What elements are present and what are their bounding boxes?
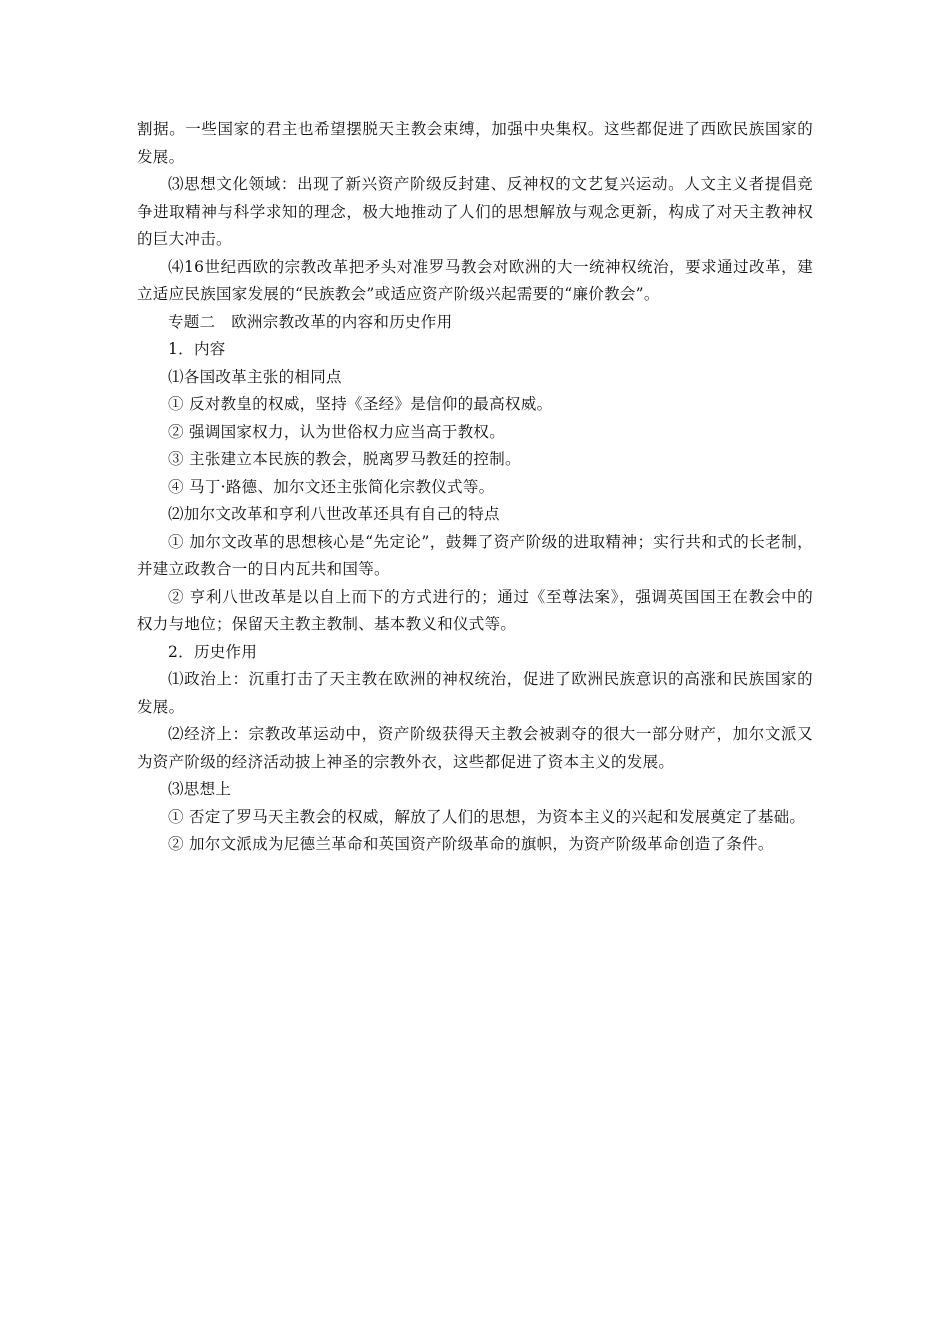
subheading-ideological: ⑶思想上 (168, 780, 232, 798)
list-item: ② 强调国家权力，认为世俗权力应当高于教权。 (168, 422, 506, 441)
paragraph-political: ⑴政治上：沉重打击了天主教在欧洲的神权统治，促进了欧洲民族意识的高涨和民族国家的发展。 (137, 670, 813, 716)
subheading-content: 1．内容 (168, 340, 226, 358)
list-item: ③ 主张建立本民族的教会，脱离罗马教廷的控制。 (168, 450, 521, 468)
paragraph-culture-field: ⑶思想文化领域：出现了新兴资产阶级反封建、反神权的文艺复兴运动。人文主义者提倡竞争进取精神与科学求知的理念，极大地推动了人们的思想解放与观念更新，构成了对天主教神权的巨大冲击。 (137, 175, 813, 248)
list-item: ④ 马丁·路德、加尔文还主张简化宗教仪式等。 (168, 477, 495, 496)
paragraph-economic: ⑵经济上：宗教改革运动中，资产阶级获得天主教会被剥夺的很大一部分财产，加尔文派又为资产阶级的经济活动披上神圣的宗教外衣，这些都促进了资本主义的发展。 (137, 725, 813, 771)
document-page (137, 116, 813, 859)
list-item: ① 反对教皇的权威，坚持《圣经》是信仰的最高权威。 (168, 395, 553, 413)
list-item: ② 亨利八世改革是以自上而下的方式进行的；通过《至尊法案》，强调英国国王在教会中的权力与地位；保留天主教主教制、基本教义和仪式等。 (137, 587, 813, 633)
subheading-common-points: ⑴各国改革主张的相同点 (168, 367, 342, 386)
subheading-own-features: ⑵加尔文改革和亨利八世改革还具有自己的特点 (168, 505, 500, 523)
section-heading-topic-two: 专题二 欧洲宗教改革的内容和历史作用 (168, 312, 453, 331)
list-item: ① 否定了罗马天主教会的权威，解放了人们的思想，为资本主义的兴起和发展奠定了基础。 (168, 807, 806, 826)
list-item: ① 加尔文改革的思想核心是“先定论”，鼓舞了资产阶级的进取精神；实行共和式的长老制，并建立政教合一的日内瓦共和国等。 (137, 532, 813, 578)
subheading-historical-role: 2．历史作用 (168, 642, 258, 661)
paragraph-continuation: 割据。一些国家的君主也希望摆脱天主教会束缚，加强中央集权。这些都促进了西欧民族国家的发展。 (137, 120, 813, 166)
paragraph-reformation-summary: ⑷16世纪西欧的宗教改革把矛头对准罗马教会对欧洲的大一统神权统治，要求通过改革，建立适应民族国家发展的“民族教会”或适应资产阶级兴起需要的“廉价教会”。 (137, 257, 813, 303)
list-item: ② 加尔文派成为尼德兰革命和英国资产阶级革命的旗帜，为资产阶级革命创造了条件。 (168, 835, 774, 853)
